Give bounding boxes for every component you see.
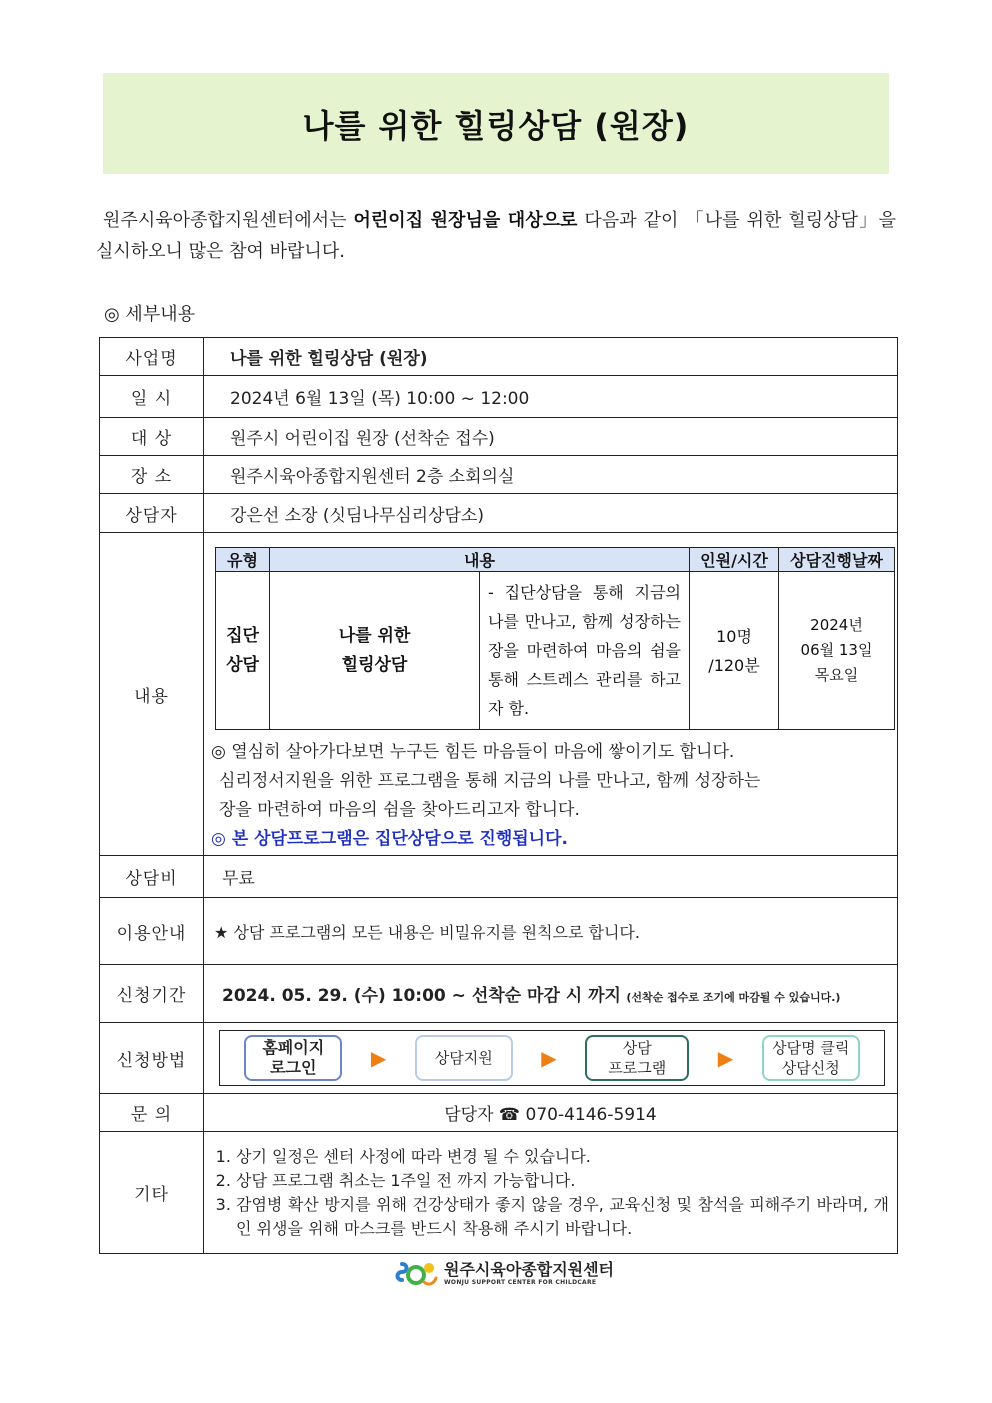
period-cell xyxy=(204,965,898,1023)
period-note: (선착순 접수로 조기에 마감될 수 있습니다.) xyxy=(626,991,841,1004)
flow-step-apply xyxy=(762,1035,860,1081)
flow-line: 홈페이지 xyxy=(262,1038,325,1057)
flow-line: 상담명 클릭 xyxy=(772,1039,850,1057)
arrow-right-icon: ▶ xyxy=(370,1046,387,1070)
program-table xyxy=(215,547,895,730)
content-notes xyxy=(205,734,896,854)
table-row xyxy=(100,856,898,898)
business-label: 사업명 xyxy=(100,338,204,376)
fee-label: 상담비 xyxy=(100,856,204,898)
intro-paragraph xyxy=(96,205,896,267)
date-line: 2024년 xyxy=(810,616,863,634)
intro-text-2: 다음과 같이 「나를 위한 힐링상담」을 실시하오니 많은 참여 바랍니다. xyxy=(96,210,896,262)
type-cell xyxy=(216,572,270,730)
details-table xyxy=(99,337,898,1254)
etc-item: 3. 감염병 확산 방지를 위해 건강상태가 좋지 않을 경우, 교육신청 및 참석을 피해주기 바라며, 개인 위생을 위해 마스크를 반드시 착용해 주시기 바랍니다. xyxy=(236,1193,889,1241)
business-value: 나를 위한 힐링상담 (원장) xyxy=(204,338,898,376)
period-value: 2024. 05. 29. (수) 10:00 ~ 선착순 마감 시 까지 xyxy=(222,986,621,1006)
etc-list xyxy=(212,1145,889,1241)
flow-line: 상담신청 xyxy=(781,1059,840,1077)
counselor-value: 강은선 소장 (싯딤나무심리상담소) xyxy=(204,494,898,533)
etc-cell xyxy=(204,1132,898,1254)
arrow-right-icon: ▶ xyxy=(541,1046,557,1070)
table-row xyxy=(100,1132,898,1254)
note-line: 장을 마련하여 마음의 쉼을 찾아드리고자 합니다. xyxy=(219,800,580,820)
footer-org-english: WONJU SUPPORT CENTER FOR CHILDCARE xyxy=(444,1278,597,1286)
flow-step-support xyxy=(415,1035,513,1081)
table-row xyxy=(100,898,898,965)
flow-step-program xyxy=(585,1035,689,1081)
table-row xyxy=(100,418,898,456)
header-type: 유형 xyxy=(216,548,270,572)
intro-bold: 어린이집 원장님을 대상으로 xyxy=(353,210,578,231)
method-cell xyxy=(204,1023,898,1094)
datetime-label: 일 시 xyxy=(100,376,204,418)
method-label: 신청방법 xyxy=(100,1023,204,1094)
table-row xyxy=(100,965,898,1023)
program-cell xyxy=(270,572,480,730)
target-value: 원주시 어린이집 원장 (선착순 접수) xyxy=(204,418,898,456)
table-row xyxy=(100,456,898,494)
type-line: 상담 xyxy=(226,654,259,675)
etc-label: 기타 xyxy=(100,1132,204,1254)
note-line: 심리정서지원을 위한 프로그램을 통해 지금의 나를 만나고, 함께 성장하는 xyxy=(219,771,761,791)
table-row xyxy=(100,1094,898,1132)
program-line: 나를 위한 xyxy=(338,625,411,646)
description-cell: - 집단상담을 통해 지금의 나를 만나고, 함께 성장하는 장을 마련하여 마음의 쉼을 통해 스트레스 관리를 하고자 함. xyxy=(480,572,690,730)
capacity-line: /120분 xyxy=(708,655,760,675)
flow-step-login xyxy=(244,1035,342,1081)
header-date: 상담진행날짜 xyxy=(779,548,895,572)
intro-text-1: 원주시육아종합지원센터에서는 xyxy=(103,210,354,231)
flow-line: 로그인 xyxy=(270,1058,317,1077)
section-label: ◎ 세부내용 xyxy=(104,304,195,325)
application-flow xyxy=(219,1030,885,1086)
place-label: 장 소 xyxy=(100,456,204,494)
header-capacity: 인원/시간 xyxy=(690,548,779,572)
datetime-value: 2024년 6월 13일 (목) 10:00 ~ 12:00 xyxy=(204,376,898,418)
target-label: 대 상 xyxy=(100,418,204,456)
table-row xyxy=(100,494,898,533)
title-banner xyxy=(103,73,889,174)
content-cell xyxy=(204,533,898,856)
flow-line: 상담지원 xyxy=(434,1049,493,1067)
arrow-right-icon: ▶ xyxy=(717,1046,734,1070)
date-cell xyxy=(779,572,895,730)
counselor-label: 상담자 xyxy=(100,494,204,533)
etc-item: 2. 상담 프로그램 취소는 1주일 전 까지 가능합니다. xyxy=(236,1169,889,1193)
guide-label: 이용안내 xyxy=(100,898,204,965)
fee-value: 무료 xyxy=(204,856,898,898)
footer-org-name: 원주시육아종합지원센터 xyxy=(444,1259,615,1279)
content-label: 내용 xyxy=(100,533,204,856)
note-highlight: ◎ 본 상담프로그램은 집단상담으로 진행됩니다. xyxy=(211,829,568,849)
table-row xyxy=(100,376,898,418)
flow-line: 프로그램 xyxy=(608,1059,667,1077)
footer-logo xyxy=(394,1258,614,1288)
type-line: 집단 xyxy=(226,625,259,646)
etc-item: 1. 상기 일정은 센터 사정에 따라 변경 될 수 있습니다. xyxy=(236,1145,889,1169)
guide-value: ★ 상담 프로그램의 모든 내용은 비밀유지를 원칙으로 합니다. xyxy=(204,898,898,965)
inquiry-label: 문 의 xyxy=(100,1094,204,1132)
center-logo-icon xyxy=(394,1258,438,1288)
table-row xyxy=(100,1023,898,1094)
header-content: 내용 xyxy=(270,548,690,572)
inquiry-value: 담당자 ☎ 070-4146-5914 xyxy=(204,1094,898,1132)
program-line: 힐링상담 xyxy=(341,654,408,675)
capacity-line: 10명 xyxy=(716,626,752,646)
date-line: 06월 13일 xyxy=(800,641,873,659)
page-title: 나를 위한 힐링상담 (원장) xyxy=(302,106,690,145)
period-label: 신청기간 xyxy=(100,965,204,1023)
flow-line: 상담 xyxy=(622,1039,652,1057)
note-line: ◎ 열심히 살아가다보면 누구든 힘든 마음들이 마음에 쌓이기도 합니다. xyxy=(211,742,735,762)
capacity-cell xyxy=(690,572,779,730)
date-line: 목요일 xyxy=(814,666,859,684)
table-row xyxy=(100,533,898,856)
table-row xyxy=(100,338,898,376)
place-value: 원주시육아종합지원센터 2층 소회의실 xyxy=(204,456,898,494)
